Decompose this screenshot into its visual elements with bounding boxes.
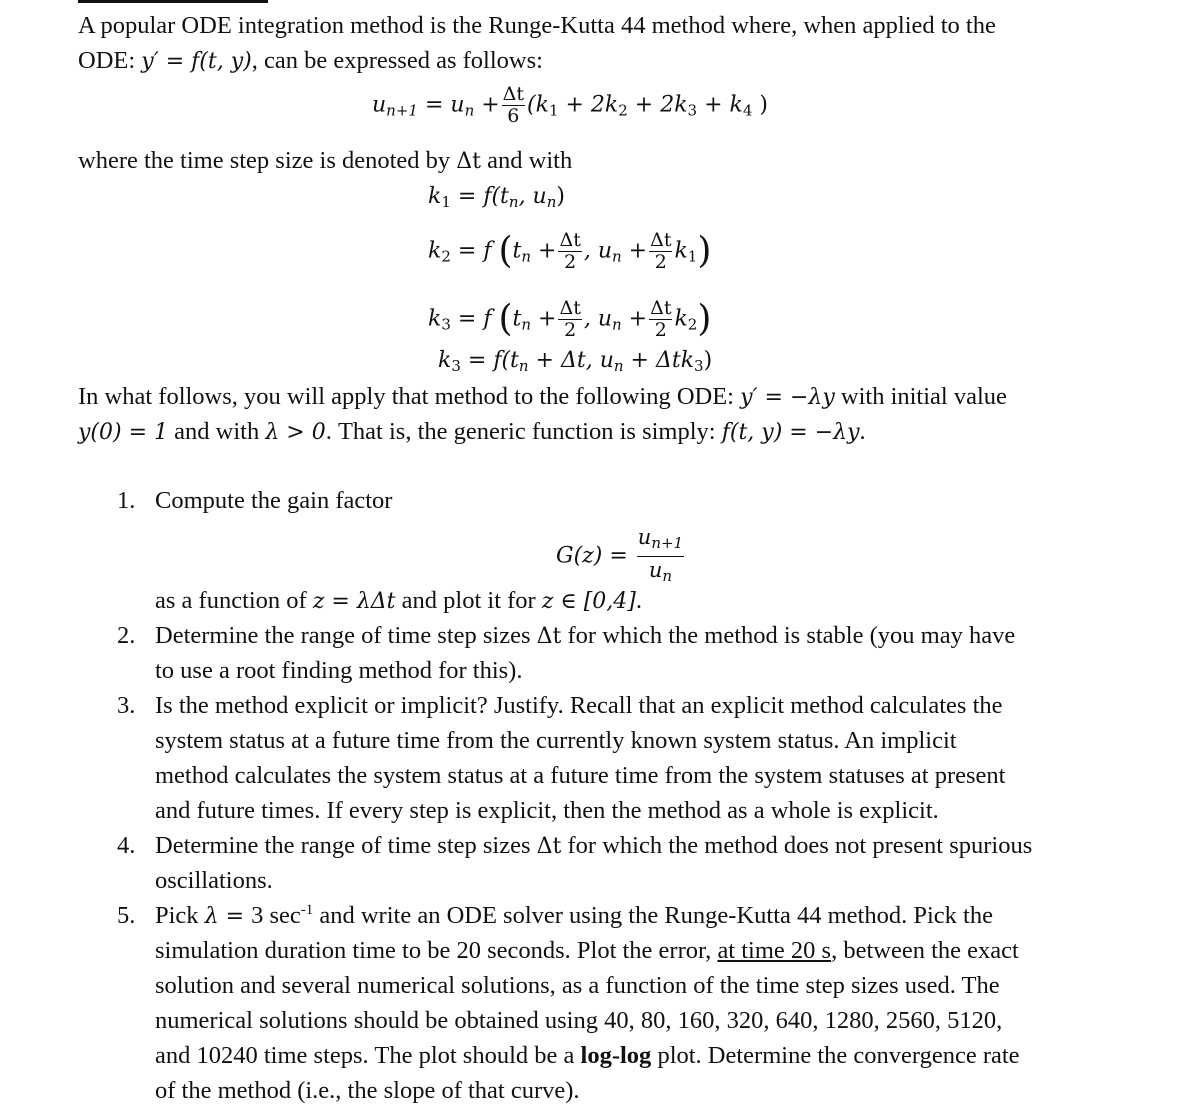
k2-name: k xyxy=(428,238,442,264)
where-line xyxy=(78,144,572,180)
item1-end: . xyxy=(635,587,642,614)
item1-math: z = λΔt xyxy=(312,589,396,614)
k2-frac2 xyxy=(649,230,672,273)
k3-comma-u: , u xyxy=(583,306,612,332)
k3-frac2-den: 2 xyxy=(649,319,672,341)
k4-rhs: = f(t xyxy=(467,348,519,373)
item4-a: Determine the range of time step sizes xyxy=(155,832,537,859)
k3-kprev-sub: 2 xyxy=(687,315,698,334)
item-2-line-1 xyxy=(155,619,1015,655)
item-3-number: 3. xyxy=(117,692,136,719)
item5-l5b: log-log xyxy=(580,1042,652,1069)
item-3-line-1: Is the method explicit or implicit? Justify. Recall that an explicit method calculates the xyxy=(155,692,1003,719)
f-k4-sub: 4 xyxy=(742,101,753,120)
item2-a: Determine the range of time step sizes xyxy=(155,622,537,649)
item-3-line-4: and future times. If every step is explicit, then the method as a whole is explicit. xyxy=(155,797,939,824)
k4-rhs3-sub: 3 xyxy=(694,357,704,375)
k1-rhs: = f(t xyxy=(457,184,509,209)
item-2-number: 2. xyxy=(117,622,136,649)
item-5-line-1 xyxy=(155,899,993,935)
k4-rhs4: ) xyxy=(703,348,713,373)
k4-rhs2-sub: n xyxy=(613,357,624,375)
k2-kprev-sub: 1 xyxy=(687,247,698,266)
gain-den xyxy=(637,556,684,589)
item5-l1a: Pick xyxy=(155,902,205,929)
k3-plus2: + xyxy=(621,306,648,332)
where-suffix: and with xyxy=(481,147,573,174)
k2-open-paren: ( xyxy=(498,230,513,272)
follow-math3: λ > 0 xyxy=(265,420,326,445)
k2-t-sub: n xyxy=(521,247,532,266)
k2-frac1-num: Δt xyxy=(559,229,581,251)
k4-rhs3: + Δtk xyxy=(623,348,695,373)
k2-close-paren: ) xyxy=(697,230,712,272)
follow-math1: y′ = −λy xyxy=(740,385,835,410)
k2-comma-u: , u xyxy=(583,238,612,264)
item-5-line-4: numerical solutions should be obtained using 40, 80, 160, 320, 640, 1280, 2560, 5120, xyxy=(155,1007,1003,1034)
follow-mid2: . That is, the generic function is simply: xyxy=(325,418,722,445)
item-1-text: Compute the gain factor xyxy=(155,487,393,514)
item5-l2a: simulation duration time to be 20 seconds. Plot the error, xyxy=(155,937,718,964)
k1-sub: 1 xyxy=(441,193,451,211)
k3-frac2-num: Δt xyxy=(650,297,672,319)
k3-eq: = f xyxy=(457,306,492,332)
rk-main-formula xyxy=(372,84,768,127)
follow-line-2 xyxy=(78,415,866,451)
k3-frac1-den: 2 xyxy=(558,319,581,341)
f-k-mid3: + k xyxy=(697,92,743,118)
item-5-line-6: of the method (i.e., the slope of that curve). xyxy=(155,1077,580,1104)
item-5-line-2 xyxy=(155,934,1019,969)
intro-suffix: , can be expressed as follows: xyxy=(251,47,543,74)
k2-plus2: + xyxy=(621,238,648,264)
gain-formula xyxy=(556,524,686,589)
f-k-mid2: + 2k xyxy=(627,92,688,118)
gain-eq: = xyxy=(602,543,628,569)
item5-l1m: λ = xyxy=(204,904,252,929)
follow-math2: y(0) = 1 xyxy=(78,420,169,445)
k2-frac1-den: 2 xyxy=(558,251,581,273)
item5-l5a: and 10240 time steps. The plot should be a xyxy=(155,1042,581,1069)
intro-math: y′ = f(t, y) xyxy=(141,49,252,74)
item4-math: Δt xyxy=(536,834,562,859)
k4-name: k xyxy=(438,348,452,373)
k3-name: k xyxy=(428,306,442,332)
item-3-line-2: system status at a future time from the currently known system status. An implicit xyxy=(155,727,957,754)
where-math: Δt xyxy=(456,149,482,174)
k3-u-sub: n xyxy=(611,315,622,334)
item-4-number: 4. xyxy=(117,832,136,859)
k4-rhs2: + Δt, u xyxy=(528,348,614,373)
follow-mid: and with xyxy=(168,418,266,445)
item-5-line-5 xyxy=(155,1039,1020,1074)
item-5-line-3: solution and several numerical solutions, as a function of the time step sizes used. The xyxy=(155,972,1000,999)
f-plus: + xyxy=(474,92,500,118)
k1-rhs2-sub: n xyxy=(546,193,557,211)
f-frac xyxy=(502,84,525,127)
item5-l1sup: -1 xyxy=(300,902,314,918)
item5-l2b: , between the exact xyxy=(831,937,1019,964)
f-un-sub: n xyxy=(464,101,475,120)
k4-sub: 3 xyxy=(451,357,461,375)
k2-frac2-den: 2 xyxy=(649,251,672,273)
k2-u-sub: n xyxy=(611,247,622,266)
f-un: u xyxy=(450,92,465,118)
k3-t: t xyxy=(512,306,522,332)
k2-plus1: + xyxy=(531,238,557,264)
follow-end: . xyxy=(859,418,866,445)
gain-num-u: u xyxy=(637,525,652,549)
item1-prefix: as a function of xyxy=(155,587,313,614)
k3-plus1: + xyxy=(531,306,557,332)
k3-sub: 3 xyxy=(441,315,451,334)
k2-frac2-num: Δt xyxy=(650,229,672,251)
gain-den-sub: n xyxy=(662,567,673,585)
intro-prefix: ODE: xyxy=(78,47,142,74)
f-eq: = xyxy=(424,92,451,118)
item4-b: for which the method does not present spurious xyxy=(561,832,1033,859)
item5-l1c: and write an ODE solver using the Runge-Kutta 44 method. Pick the xyxy=(313,902,993,929)
item-1-number: 1. xyxy=(117,487,136,514)
gain-num-sub: n+1 xyxy=(651,534,684,552)
item1-mid: and plot it for xyxy=(395,587,542,614)
item5-l1b: 3 sec xyxy=(251,902,301,929)
k2-t: t xyxy=(512,238,522,264)
item2-b: for which the method is stable (you may have xyxy=(561,622,1016,649)
f-lhs-sub: n+1 xyxy=(386,101,418,120)
follow-math4: f(t, y) = −λy xyxy=(721,420,860,445)
item-4-line-1 xyxy=(155,829,1032,865)
k3-frac1-num: Δt xyxy=(559,297,581,319)
gain-den-u: u xyxy=(648,558,663,582)
k3-frac1 xyxy=(558,298,581,341)
f-k-mid1: + 2k xyxy=(558,92,619,118)
f-frac-num: Δt xyxy=(502,83,525,105)
k3-kprev: k xyxy=(674,306,688,332)
f-frac-den: 6 xyxy=(502,105,525,127)
follow-line-1 xyxy=(78,380,1007,416)
f-k3-sub: 3 xyxy=(687,101,698,120)
item2-math: Δt xyxy=(536,624,562,649)
k3-frac2 xyxy=(649,298,672,341)
follow-suffix: with initial value xyxy=(834,383,1007,410)
k1-rhs-sub: n xyxy=(508,193,519,211)
follow-prefix: In what follows, you will apply that method to the following ODE: xyxy=(78,383,741,410)
k2-kprev: k xyxy=(674,238,688,264)
k4-rhs-sub: n xyxy=(518,357,529,375)
intro-line-1 xyxy=(78,9,996,44)
item-3-line-3: method calculates the system status at a future time from the system statuses at present xyxy=(155,762,1006,789)
k3-close-paren: ) xyxy=(697,298,712,340)
f-lhs: u xyxy=(372,92,387,118)
item1-math2: z ∈ [0,4] xyxy=(541,589,636,614)
k2-equation xyxy=(428,230,711,273)
gain-lhs: G(z) xyxy=(556,543,603,569)
k3-equation xyxy=(428,298,711,341)
k3-open-paren: ( xyxy=(498,298,513,340)
intro-line-2 xyxy=(78,44,543,80)
f-k-close: ) xyxy=(752,92,768,118)
item-1-line-2 xyxy=(155,584,642,620)
item-5-number: 5. xyxy=(117,902,136,929)
k2-eq: = f xyxy=(457,238,492,264)
k1-rhs3: ) xyxy=(556,184,565,209)
top-rule xyxy=(78,0,268,3)
gain-frac xyxy=(637,524,684,589)
k1-name: k xyxy=(428,184,442,209)
item-4-line-2: oscillations. xyxy=(155,867,273,894)
intro-text-1: A popular ODE integration method is the Runge-Kutta 44 method where, when applied to the xyxy=(78,12,996,39)
k2-sub: 2 xyxy=(441,247,451,266)
k1-rhs2: , u xyxy=(518,184,547,209)
where-prefix: where the time step size is denoted by xyxy=(78,147,457,174)
gain-num xyxy=(637,524,684,556)
item5-l5c: plot. Determine the convergence rate xyxy=(651,1042,1020,1069)
k3-t-sub: n xyxy=(521,315,532,334)
f-k-open: (k xyxy=(527,92,549,118)
f-k1-sub: 1 xyxy=(548,101,559,120)
item-2-line-2: to use a root finding method for this). xyxy=(155,657,523,684)
k4-equation xyxy=(438,348,712,379)
k1-equation xyxy=(428,184,565,215)
item5-l2u: at time 20 s xyxy=(717,937,832,964)
k2-frac1 xyxy=(558,230,581,273)
f-k2-sub: 2 xyxy=(618,101,628,120)
